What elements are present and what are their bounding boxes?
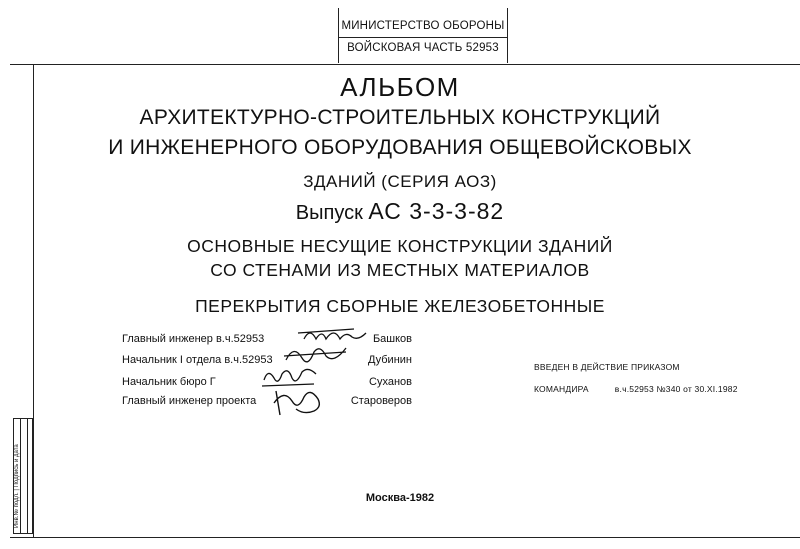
handwritten-signature (294, 323, 374, 345)
decree-value: в.ч.52953 №340 от 30.XI.1982 (614, 384, 738, 394)
signatory-position: Главный инженер проекта (122, 395, 257, 407)
signature-row (122, 393, 412, 411)
title-line-3: ЗДАНИЙ (СЕРИЯ АОЗ) (303, 172, 497, 191)
military-unit: ВОЙСКОВАЯ ЧАСТЬ 52953 (347, 42, 499, 54)
issue-label: Выпуск (295, 202, 363, 224)
handwritten-signature (268, 387, 328, 419)
ministry-name: МИНИСТЕРСТВО ОБОРОНЫ (341, 20, 505, 32)
decree-line-2 (534, 384, 738, 394)
issue-code: АС 3-3-3-82 (368, 198, 505, 224)
album-heading: АЛЬБОМ (340, 72, 460, 102)
subtitle-line-2: СО СТЕНАМИ ИЗ МЕСТНЫХ МАТЕРИАЛОВ (210, 260, 590, 280)
title-line-1: АРХИТЕКТУРНО-СТРОИТЕЛЬНЫХ КОНСТРУКЦИЙ (139, 106, 661, 129)
frame-top-line (10, 64, 800, 65)
handwritten-signature (282, 344, 352, 368)
subtitle-line-1: ОСНОВНЫЕ НЕСУЩИЕ КОНСТРУКЦИИ ЗДАНИЙ (187, 236, 613, 256)
signatory-position: Начальник I отдела в.ч.52953 (122, 354, 273, 366)
signatory-name: Староверов (350, 395, 412, 407)
part-title: ПЕРЕКРЫТИЯ СБОРНЫЕ ЖЕЛЕЗОБЕТОННЫЕ (195, 296, 605, 316)
title-line-2: И ИНЖЕНЕРНОГО ОБОРУДОВАНИЯ ОБЩЕВОЙСКОВЫХ (108, 136, 692, 159)
signatory-position: Начальник бюро Г (122, 376, 216, 388)
issue-line (0, 198, 800, 225)
signatory-name: Башков (372, 333, 412, 345)
signature-row (122, 331, 412, 349)
header-divider (339, 37, 507, 38)
signature-row (122, 374, 412, 392)
stamp-text: Инв.№ подл. | Подпись и дата (14, 444, 20, 528)
organization-header (338, 8, 508, 63)
decree-line-1: ВВЕДЕН В ДЕЙСТВИЕ ПРИКАЗОМ (534, 362, 680, 372)
signatory-position: Главный инженер в.ч.52953 (122, 333, 265, 345)
city-year: Москва-1982 (365, 492, 435, 504)
signatory-name: Дубинин (367, 354, 412, 366)
signatory-name: Суханов (369, 376, 412, 388)
decree-label: КОМАНДИРА (534, 384, 589, 394)
frame-bottom-line (10, 537, 800, 538)
